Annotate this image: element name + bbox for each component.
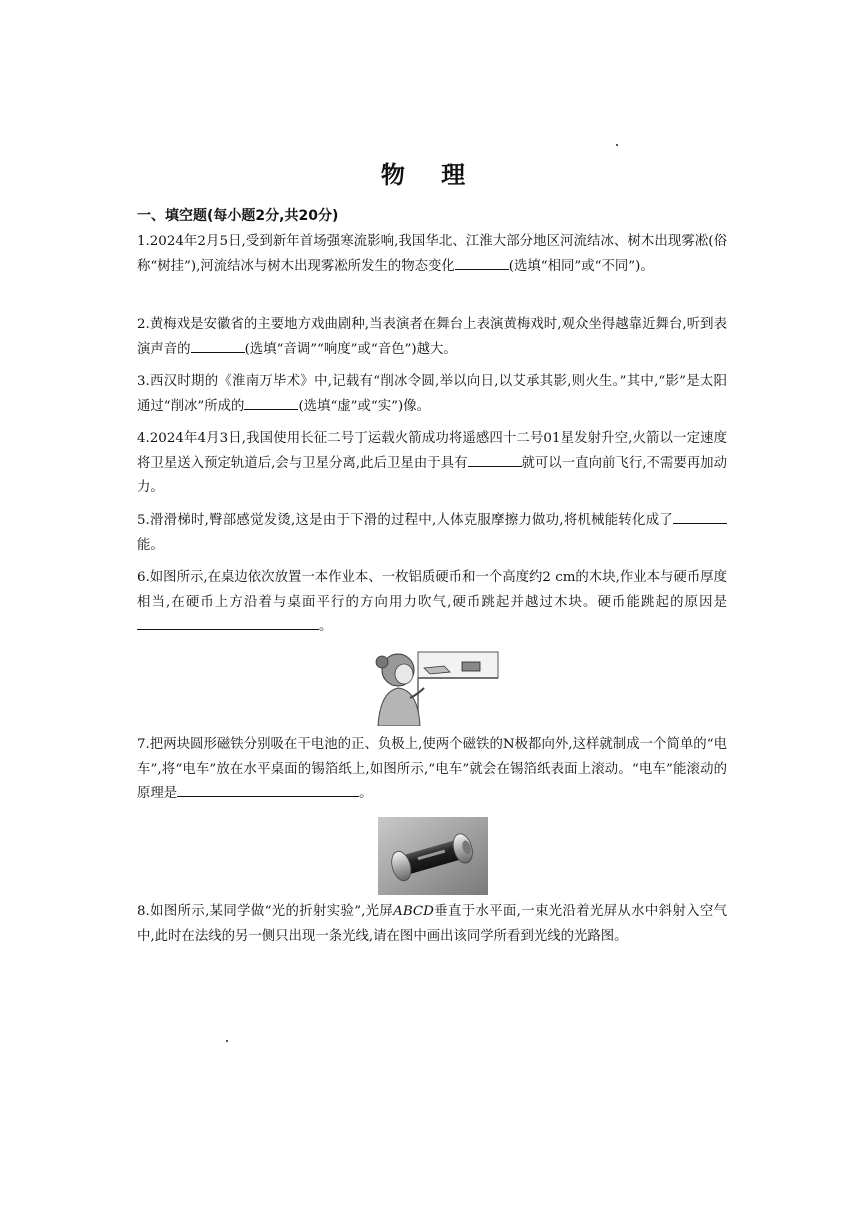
coin-blow-figure — [360, 648, 500, 726]
question-3: 3.西汉时期的《淮南万毕术》中,记载有“削冰令圆,举以向日,以艾承其影,则火生。”其中,“影”是太阳通过“削冰”所成的 (选填“虚”或“实”)像。 — [137, 374, 727, 414]
answer-blank[interactable] — [455, 255, 509, 270]
battery-car-photo — [378, 817, 488, 895]
question-5: 5.滑滑梯时,臀部感觉发烫,这是由于下滑的过程中,人体克服摩擦力做功,将机械能转化成了能。 — [137, 509, 727, 558]
question-1: 1.2024年2月5日,受到新年首场强寒流影响,我国华北、江淮大部分地区河流结冰、树木出现雾凇(俗称“树挂”),河流结冰与树木出现雾凇所发生的物态变化 (选填“相同”或“不同”)。 — [137, 234, 727, 274]
question-8: 8.如图所示,某同学做“光的折射实验”,光屏ABCD垂直于水平面,一束光沿着光屏从水中斜射入空气中,此时在法线的另一侧只出现一条光线,请在图中画出该同学所看到光线的光路图。 — [137, 904, 727, 944]
question-6: 6.如图所示,在桌边依次放置一本作业本、一枚铝质硬币和一个高度约2 cm的木块,作业本与硬币厚度相当,在硬币上方沿着与桌面平行的方向用力吹气,硬币跳起并越过木块。硬币能跳起的原因是。 — [137, 570, 727, 635]
answer-blank[interactable] — [244, 395, 298, 410]
answer-blank[interactable] — [673, 509, 727, 524]
answer-blank[interactable] — [137, 615, 319, 630]
section-heading: 一、填空题(每小题2分,共20分) — [137, 208, 339, 224]
speck-mark — [226, 1040, 228, 1042]
question-7: 7.把两块圆形磁铁分别吸在干电池的正、负极上,使两个磁铁的N极都向外,这样就制成一个简单的“电车”,将“电车”放在水平桌面的锡箔纸上,如图所示,“电车”就会在锡箔纸表面上滚动。“电车”能滚动的原理是 。 — [137, 737, 727, 802]
answer-blank[interactable] — [468, 452, 522, 467]
answer-blank[interactable] — [177, 782, 359, 797]
page-title: 物 理 — [380, 161, 480, 189]
question-2: 2.黄梅戏是安徽省的主要地方戏曲剧种,当表演者在舞台上表演黄梅戏时,观众坐得越靠近舞台,听到表演声音的 (选填“音调”“响度”或“音色”)越大。 — [137, 317, 727, 357]
speck-mark — [616, 144, 618, 146]
answer-blank[interactable] — [191, 338, 245, 353]
question-4: 4.2024年4月3日,我国使用长征二号丁运载火箭成功将遥感四十二号01星发射升空,火箭以一定速度将卫星送入预定轨道后,会与卫星分离,此后卫星由于具有 就可以一直向前飞行,不需要再加动力。 — [137, 431, 727, 496]
